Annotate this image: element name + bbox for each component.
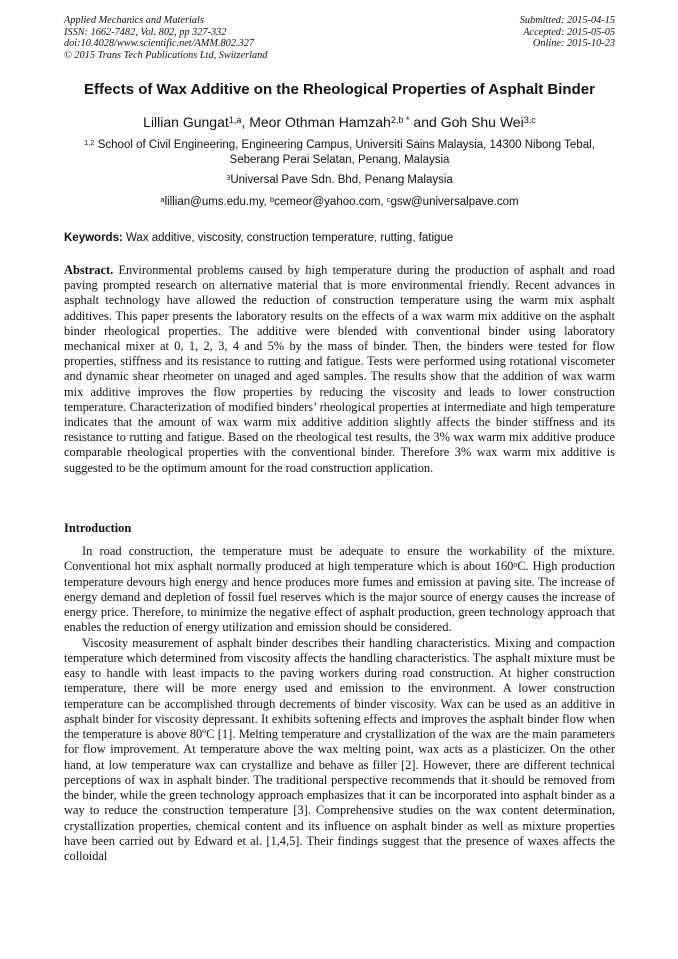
abstract bbox=[64, 263, 615, 476]
email-link[interactable]: lillian@ums.edu.my, bbox=[164, 196, 270, 208]
header-left bbox=[64, 15, 267, 61]
author-separator: , bbox=[241, 114, 250, 130]
email-marker: b bbox=[270, 194, 275, 204]
email-marker: a bbox=[160, 194, 165, 204]
paragraph-text: C. High production temperature devours high energy and hence produces more fumes and emission at paving site. The increase of energy demand and depletion of fossil fuel reserves which is the major source of energy causes the increase of energy price. Therefore, to minimize the negative effect of asphalt production, green technology approach that enables the reduction of energy utilization and emission should be considered. bbox=[64, 559, 615, 635]
affiliation-1 bbox=[64, 138, 615, 168]
affiliation-2 bbox=[64, 173, 615, 188]
affiliation-marker: 3 bbox=[226, 172, 231, 182]
accepted-date: Accepted: 2015-05-05 bbox=[523, 26, 615, 38]
email-link[interactable]: gsw@universalpave.com bbox=[390, 196, 519, 208]
keywords-text: Wax additive, viscosity, construction temperature, rutting, fatigue bbox=[122, 232, 454, 244]
email-marker: c bbox=[386, 194, 391, 204]
section-heading-introduction: Introduction bbox=[64, 521, 132, 535]
header-right bbox=[520, 15, 615, 50]
author-affiliation-marker: 1,a bbox=[228, 114, 242, 125]
author-emails bbox=[64, 195, 615, 210]
paragraph bbox=[64, 544, 615, 636]
affiliation-text: School of Civil Engineering, Engineering Campus, Universiti Sains Malaysia, 14300 Nibong Tebal, Seberang Perai Selatan, Penang, Malaysia bbox=[94, 139, 595, 166]
author-affiliation-marker: 2,b * bbox=[390, 114, 410, 125]
author-list bbox=[64, 113, 615, 131]
submitted-date: Submitted: 2015-04-15 bbox=[519, 15, 615, 26]
keywords-label: Keywords: bbox=[64, 232, 123, 244]
affiliation-text: Universal Pave Sdn. Bhd, Penang Malaysia bbox=[230, 174, 453, 186]
author-name: Meor Othman Hamzah bbox=[249, 114, 391, 130]
affiliation-marker: 1,2 bbox=[84, 137, 95, 147]
keywords-line bbox=[64, 231, 615, 246]
journal-name: Applied Mechanics and Materials bbox=[64, 15, 204, 26]
degree-superscript: o bbox=[513, 559, 518, 569]
online-date: Online: 2015-10-23 bbox=[532, 38, 615, 50]
author-name: Goh Shu Wei bbox=[440, 114, 524, 130]
paper-title: Effects of Wax Additive on the Rheological Properties of Asphalt Binder bbox=[84, 81, 595, 98]
abstract-text: Environmental problems caused by high temperature during the production of asphalt and road paving prompted research on alternative material that is more environmental friendly. Recent advances in asphalt technology have allowed the reduction of construction temperature using the warm mix asphalt additives. This paper presents the laboratory results on the effects of a wax warm mix additive on the asphalt binder rheological properties. The additive were blended with conventional binder using laboratory mechanical mixer at 0, 1, 2, 3, 4 and 5% by the mass of binder. Then, the binders were tested for flow properties, stiffness and its resistance to rutting and fatigue. Tests were performed using rotational viscometer and dynamic shear rheometer on unaged and aged samples. The results show that the addition of wax warm mix additive improves the flow properties by reducing the viscosity and leads to lower construction temperature. Characterization of modified binders’ rheological properties at intermediate and high temperature indicates that the amount of wax warm mix additive addition slightly affects the binder stiffness and its resistance to rutting and fatigue. Based on the rheological test results, the 3% wax warm mix additive produce comparable rheological properties with the conventional binder. Therefore 3% wax warm mix additive is suggested to be the optimum amount for the road construction application. bbox=[64, 263, 615, 475]
issn-line: ISSN: 1662-7482, Vol. 802, pp 327-332 bbox=[64, 26, 227, 38]
author-separator: and bbox=[409, 114, 441, 130]
email-link[interactable]: cemeor@yahoo.com, bbox=[274, 196, 387, 208]
doi-line: doi:10.4028/www.scientific.net/AMM.802.327 bbox=[64, 38, 254, 50]
paragraph-text: In road construction, the temperature must be adequate to ensure the workability of the mixture. Conventional hot mix asphalt normally produced at high temperature which is about 160 bbox=[64, 544, 615, 574]
author-name: Lillian Gungat bbox=[143, 114, 229, 130]
introduction-body bbox=[64, 544, 615, 864]
abstract-label: Abstract. bbox=[64, 263, 114, 277]
author-affiliation-marker: 3,c bbox=[523, 114, 536, 125]
paragraph: Viscosity measurement of asphalt binder describes their handling characteristics. Mixing and compaction temperature which determined from viscosity affects the handling characteristics. The asphalt mixture must be easy to handle with least impacts to the paving workers during road construction. At higher construction temperature, there will be more energy used and emission to the environment. A lower construction temperature can be accomplished through decrements of binder viscosity. Wax can be used as an additive in asphalt binder for viscosity depressant. It exhibits softening effects and improves the asphalt binder flow when the temperature is above 80ºC [1]. Melting temperature and crystallization of the wax are the main parameters for flow improvement. At temperature above the wax melting point, wax acts as a plasticizer. On the other hand, at low temperature wax can crystallize and behave as filler [2]. However, there are different technical perceptions of wax in asphalt binder. The traditional perspective recommends that it should be removed from the binder, while the green technology approach emphasizes that it can be incorporated into asphalt binder as a way to reduce the construction temperature [3]. Comprehensive studies on the wax content determination, crystallization properties, chemical content and its influence on asphalt binder as well as mixture properties have been carried out by Edward et al. [1,4,5]. Their findings suggest that the presence of waxes affects the colloidal bbox=[64, 635, 615, 863]
copyright-line: © 2015 Trans Tech Publications Ltd, Switzerland bbox=[64, 49, 268, 61]
